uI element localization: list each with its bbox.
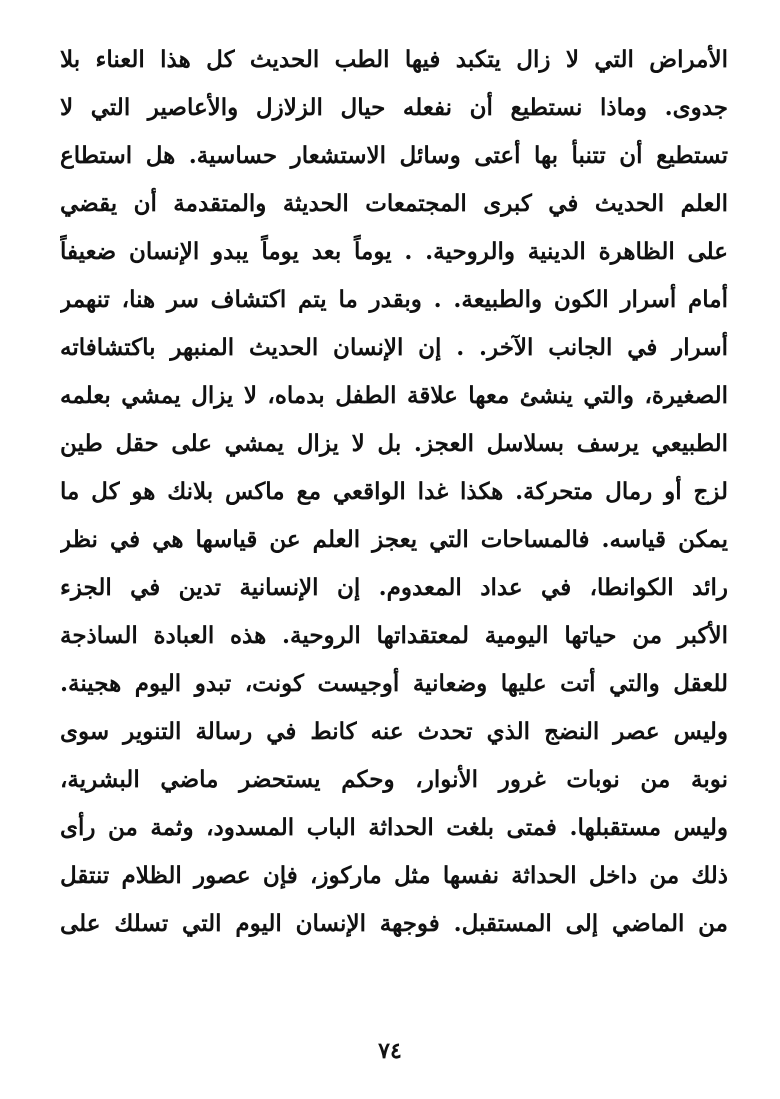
text-line: وليس مستقبلها. فمتى بلغت الحداثة الباب المسدود، وثمة من رأى <box>60 814 728 841</box>
text-line: الأمراض التي لا زال يتكبد فيها الطب الحديث كل هذا العناء بلا <box>60 46 728 73</box>
body-text <box>60 36 728 948</box>
text-line: أمام أسرار الكون والطبيعة. . وبقدر ما يتم اكتشاف سر هنا، تنهمر <box>60 286 728 313</box>
text-line: نوبة من نوبات غرور الأنوار، وحكم يستحضر ماضي البشرية، <box>60 766 728 793</box>
text-line: وليس عصر النضج الذي تحدث عنه كانط في رسالة التنوير سوى <box>60 718 728 745</box>
text-line: من الماضي إلى المستقبل. فوجهة الإنسان اليوم التي تسلك على <box>60 910 728 937</box>
text-line: لزج أو رمال متحركة. هكذا غدا الواقعي مع ماكس بلانك هو كل ما <box>60 478 728 505</box>
text-line: الطبيعي يرسف بسلاسل العجز. بل لا يزال يمشي على حقل طين <box>60 430 728 457</box>
text-line: العلم الحديث في كبرى المجتمعات الحديثة والمتقدمة أن يقضي <box>60 190 728 217</box>
text-line: رائد الكوانطا، في عداد المعدوم. إن الإنسانية تدين في الجزء <box>60 574 728 601</box>
page-number: ٧٤ <box>378 1038 402 1064</box>
text-line: على الظاهرة الدينية والروحية. . يوماً بعد يوماً يبدو الإنسان ضعيفاً <box>60 238 728 265</box>
text-line: الأكبر من حياتها اليومية لمعتقداتها الروحية. هذه العبادة الساذجة <box>60 622 728 649</box>
text-line: جدوى. وماذا نستطيع أن نفعله حيال الزلازل والأعاصير التي لا <box>60 94 728 121</box>
text-line: يمكن قياسه. فالمساحات التي يعجز العلم عن قياسها هي في نظر <box>60 526 728 553</box>
text-line: تستطيع أن تتنبأ بها أعتى وسائل الاستشعار حساسية. هل استطاع <box>60 142 728 169</box>
text-line: الصغيرة، والتي ينشئ معها علاقة الطفل بدماه، لا يزال يمشي بعلمه <box>60 382 728 409</box>
text-line: ذلك من داخل الحداثة نفسها مثل ماركوز، فإن عصور الظلام تنتقل <box>60 862 728 889</box>
text-line: للعقل والتي أتت عليها وضعانية أوجيست كونت، تبدو اليوم هجينة. <box>60 670 728 697</box>
text-line: أسرار في الجانب الآخر. . إن الإنسان الحديث المنبهر باكتشافاته <box>60 334 728 361</box>
